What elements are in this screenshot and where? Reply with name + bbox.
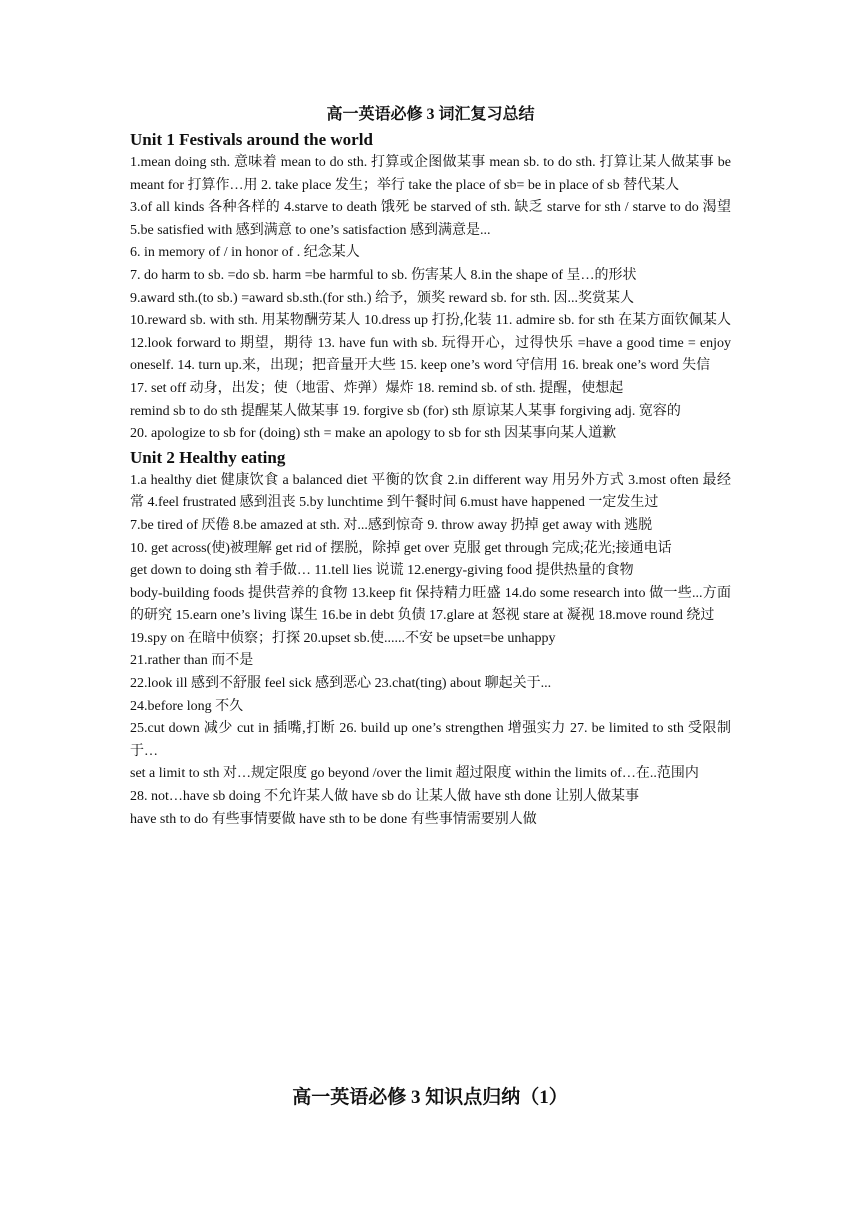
unit2-line: 7.be tired of 厌倦 8.be amazed at sth. 对...感到惊奇 9. throw away 扔掉 get away with 逃脱: [130, 517, 653, 533]
unit1-line: 10.reward sb. with sth. 用某物酬劳某人 10.dress up 打扮,化装 11. admire sb. for sth 在某方面钦佩某人 12.look forward to 期望，期待 13. have fun with sb. 玩得开心，过得快乐 =have a good time = enjoy oneself. 14. turn up.来，出现；把音量开大些 15. keep one’s word 守信用 16. break one’s word 失信: [130, 313, 731, 374]
unit1-line: 1.mean doing sth. 意味着 mean to do sth. 打算或企图做某事 mean sb. to do sth. 打算让某人做某事 be meant for 打算作…用 2. take place 发生；举行 take the place of sb= be in place of sb 替代某人: [130, 155, 731, 193]
section-title: 高一英语必修 3 知识点归纳（1）: [292, 1087, 568, 1108]
unit2-line: 1.a healthy diet 健康饮食 a balanced diet 平衡的饮食 2.in different way 用另外方式 3.most often 最经常 4.feel frustrated 感到沮丧 5.by lunchtime 到午餐时间 6.must have happened 一定发生过: [130, 472, 731, 511]
unit1-line: 3.of all kinds 各种各样的 4.starve to death 饿死 be starved of sth. 缺乏 starve for sth / starve to do 渴望 5.be satisfied with 感到满意 to one’s satisfaction 感到满意是...: [130, 200, 731, 238]
unit2-line: 25.cut down 减少 cut in 插嘴,打断 26. build up one’s strengthen 增强实力 27. be limited to sth 受限制于…: [130, 721, 731, 759]
unit2-line: body-building foods 提供营养的食物 13.keep fit 保持精力旺盛 14.do some research into 做一些...方面的研究 15.earn one’s living 谋生 16.be in debt 负债 17.glare at 怒视 stare at 凝视 18.move round 绕过: [130, 585, 731, 624]
unit1-line: 9.award sth.(to sb.) =award sb.sth.(for sth.) 给予，颁奖 reward sb. for sth. 因...奖赏某人: [130, 290, 635, 306]
document-title: 高一英语必修 3 词汇复习总结: [326, 106, 535, 123]
unit2-line: have sth to do 有些事情要做 have sth to be done 有些事情需要别人做: [130, 811, 537, 827]
unit2-line: 19.spy on 在暗中侦察；打探 20.upset sb.使......不安 be upset=be unhappy: [130, 630, 556, 646]
unit2-line: 22.look ill 感到不舒服 feel sick 感到恶心 23.chat(ting) about 聊起关于...: [130, 676, 552, 692]
document-page: [130, 104, 731, 831]
unit2-line: 28. not…have sb doing 不允许某人做 have sb do 让某人做 have sth done 让别人做某事: [130, 789, 640, 805]
unit1-line: 20. apologize to sb for (doing) sth = make an apology to sb for sth 因某事向某人道歉: [130, 426, 617, 442]
unit2-line: set a limit to sth 对…规定限度 go beyond /over the limit 超过限度 within the limits of…在..范围内: [130, 766, 699, 782]
unit2-line: get down to doing sth 着手做… 11.tell lies 说谎 12.energy-giving food 提供热量的食物: [130, 563, 634, 579]
unit2-lines: [130, 470, 731, 832]
unit2-line: 24.before long 不久: [130, 698, 244, 714]
unit2-line: 21.rather than 而不是: [130, 653, 254, 669]
unit1-line: 7. do harm to sb. =do sb. harm =be harmful to sb. 伤害某人 8.in the shape of 呈…的形状: [130, 267, 637, 283]
unit1-heading: Unit 1 Festivals around the world: [130, 130, 373, 149]
unit2-heading: Unit 2 Healthy eating: [130, 447, 286, 467]
unit2-line: 10. get across(使)被理解 get rid of 摆脱，除掉 get over 克服 get through 完成;花光;接通电话: [130, 540, 672, 556]
unit1-lines: [130, 152, 731, 446]
unit1-line: 17. set off 动身，出发；使（地雷、炸弹）爆炸 18. remind sb. of sth. 提醒，使想起: [130, 380, 624, 396]
unit1-line: 6. in memory of / in honor of . 纪念某人: [130, 245, 360, 261]
unit1-line: remind sb to do sth 提醒某人做某事 19. forgive sb (for) sth 原谅某人某事 forgiving adj. 宽容的: [130, 403, 681, 419]
